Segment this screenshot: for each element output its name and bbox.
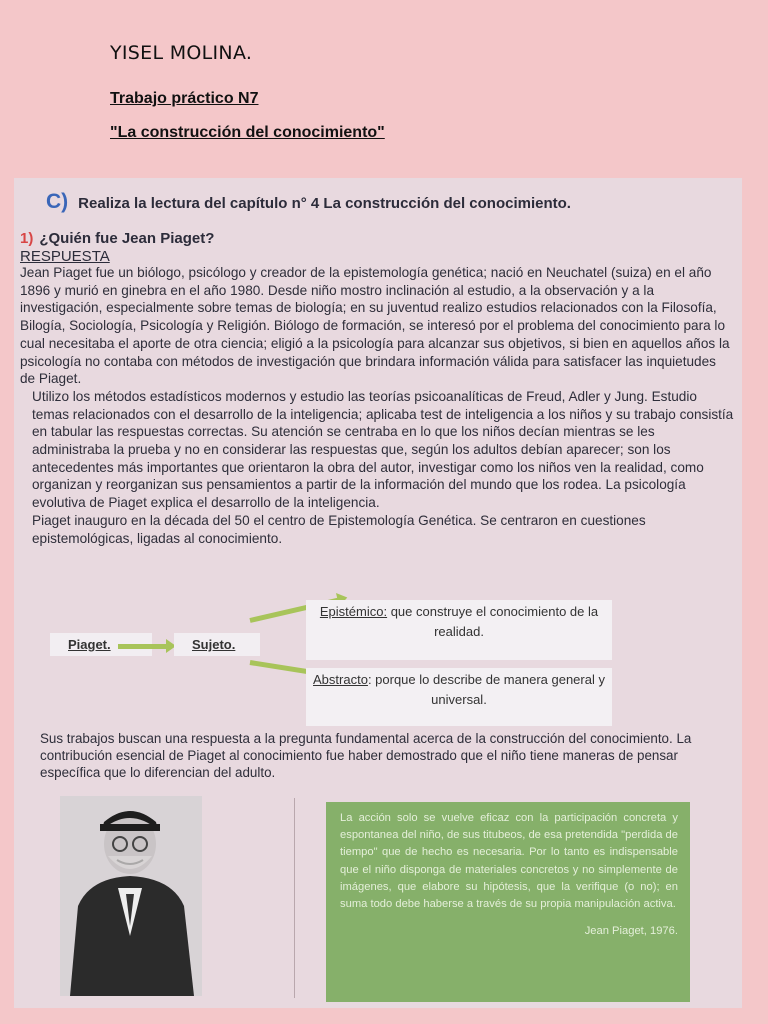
instruction-heading [46,190,571,214]
term-abstracto-definition: : porque lo describe de manera general y universal. [367,672,605,707]
diagram-node-piaget: Piaget. [50,633,152,656]
piaget-quote-box [326,802,690,1002]
textbook-page-photo [14,178,742,1008]
question-heading [20,230,214,247]
divider-line [294,798,295,998]
assignment-topic: "La construcción del conocimiento" [110,124,385,141]
question-number: 1) [20,230,34,247]
summary-paragraph: Sus trabajos buscan una respuesta a la pregunta fundamental acerca de la construcción del conocimiento. La contribución esencial de Piaget al conocimiento fue haber demostrado que el niño tiene maneras de pensar específica que lo diferencian del adulto. [40,731,692,780]
section-letter: C) [46,190,69,213]
diagram-node-sujeto: Sujeto. [174,633,260,656]
question-text: ¿Quién fue Jean Piaget? [39,230,215,247]
diagram-arrow [118,644,168,649]
answer-paragraph: Jean Piaget fue un biólogo, psicólogo y creador de la epistemología genética; nació en Neuchatel (suiza) en el año 1896 y murió en ginebra en el año 1980. Desde niño mostro inclinación al estudio, a la observación y a la investigación, especialmente sobre temas de biología; en su juventud realizo estudios relacionados con la Filosofía, Bilogía, Sociología, Psicología y Religión. Biólogo de formación, se interesó por el problema del conocimiento para lo cual necesitaba el aporte de otra ciencia; eligió a la psicología para alcanzar sus objetivos, si bien en aquellos años la psicología no contaba con métodos de investigación que brindara información válida para satisfacer las inquietudes de Piaget. [20,265,730,387]
term-epistemico: Epistémico: [319,604,388,619]
answer-paragraph: Utilizo los métodos estadísticos modernos y estudio las teorías psicoanalíticas de Freud, Adler y Jung. Estudio temas relacionados con el desarrollo de la inteligencia; aplicaba test de inteligencia a los niños y su trabajo consistía en tabular las respuestas correctas. Su atención se centraba en lo que los niños decían mientras se les administraba la prueba y no en considerar las respuestas que, según los adultos debían aparecer; son los antecedentes más importantes que orientaron la obra del autor, investigar como los niños ven la realidad, como organizan y reorganizan sus pensamientos a partir de la información del mundo que los rodea. La psicología evolutiva de Piaget explica el desarrollo de la inteligencia. [32,388,734,511]
author-name: YISEL MOLINA. [110,42,253,64]
instruction-text: Realiza la lectura del capítulo n° 4 La construcción del conocimiento. [78,195,571,212]
term-epistemico-definition: que construye el conocimiento de la realidad. [387,604,599,639]
answer-label: RESPUESTA [20,248,110,265]
answer-body [20,264,734,547]
quote-attribution: Jean Piaget, 1976. [584,925,678,938]
diagram-box-abstracto [306,668,612,726]
diagram-box-epistemico [306,600,612,660]
piaget-portrait [60,796,202,996]
assignment-title: Trabajo práctico N7 [110,90,259,107]
term-abstracto: Abstracto [313,672,368,687]
quote-text: La acción solo se vuelve eficaz con la participación concreta y espontanea del niño, de sus titubeos, de esa pretendida "perdida de tiempo" que de hecho es necesaria. Por lo tanto es indispensable que el niño disponga de materiales concretos y no simplemente de imágenes, que elabore su hipótesis, que la verifique (o no); en suma todo debe haberse a través de su propia manipulación activa. [340,812,678,911]
answer-paragraph: Piaget inauguro en la década del 50 el centro de Epistemología Genética. Se centraron en cuestiones epistemológicas, ligadas al conocimiento. [32,512,646,546]
